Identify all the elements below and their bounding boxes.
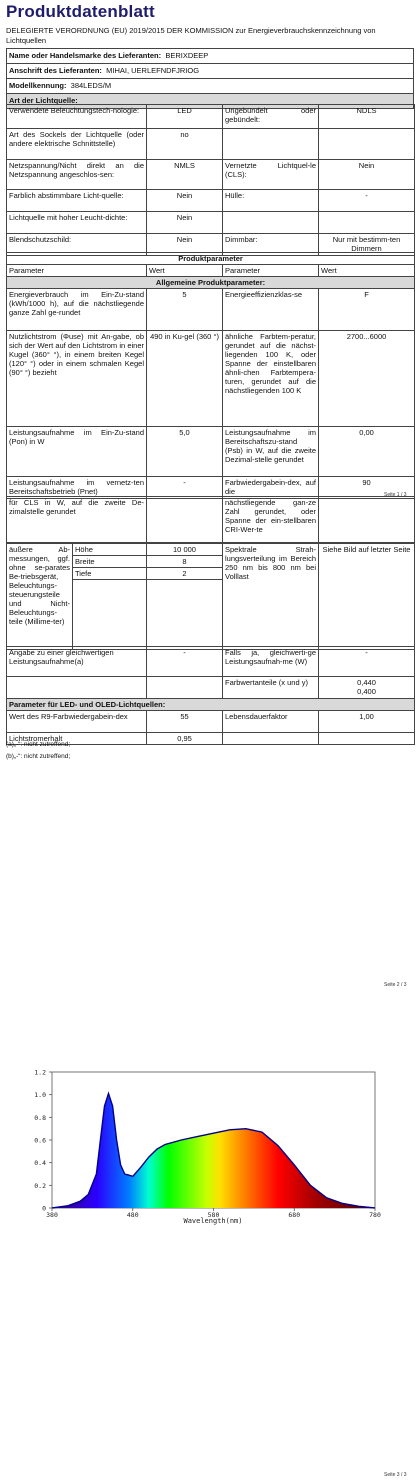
supplier-name-row — [7, 49, 413, 64]
model-value: 384LEDS/M — [70, 81, 112, 90]
lumen-maintenance-label: Lichtstromerhalt — [7, 733, 147, 745]
supplier-address-row — [7, 64, 413, 79]
param-value-right: 90 — [319, 477, 415, 499]
param-row — [7, 497, 415, 543]
y-tick-label: 1.2 — [34, 1068, 46, 1077]
type-label-right — [223, 212, 319, 234]
param-label: Leistungsaufnahme im Ein-Zu-stand (Pon) in W — [7, 427, 147, 477]
chromaticity-label: Farbwertanteile (x und y) — [223, 677, 319, 699]
dimensions-table — [6, 543, 415, 650]
y-tick-label: 0.8 — [34, 1113, 46, 1122]
equiv-power-label: Angabe zu einer gleichwertigen Leistungsaufnahme(a) — [7, 647, 147, 677]
spectrum-area — [52, 1094, 375, 1209]
page-number: Seite 2 / 3 — [384, 982, 407, 988]
param-value — [147, 497, 223, 543]
continuation-table — [6, 496, 415, 543]
type-value: Nein — [147, 190, 223, 212]
general-params-heading: Allgemeine Produktparameter: — [7, 277, 415, 289]
param-label-right: ähnliche Farbtem-peratur, gerundet auf die nächst-liegenden 100 K, oder Spanne der einstellbaren ähnli-chen Farbtempera-turen, gerundet auf die nächstliegenden 100 K — [223, 331, 319, 427]
param-row — [7, 427, 415, 477]
type-label: Lichtquelle mit hoher Leucht-dichte: — [7, 212, 147, 234]
x-tick-label: 580 — [207, 1211, 220, 1219]
param-row — [7, 677, 415, 699]
param-row — [7, 289, 415, 331]
chromaticity-value — [319, 677, 415, 699]
type-row — [7, 190, 415, 212]
type-value-right — [319, 129, 415, 160]
type-table — [6, 104, 415, 256]
col-header-wert: Wert — [319, 265, 415, 277]
spectral-label: Spektrale Strah-lungsverteilung im Bereich 250 nm bis 800 nm bei Volllast — [223, 544, 319, 650]
param-value: 490 in Ku-gel (360 °) — [147, 331, 223, 427]
equiv-power-value: - — [147, 647, 223, 677]
param-row — [7, 331, 415, 427]
chromaticity-y: 0,400 — [357, 687, 376, 696]
param-value: 5 — [147, 289, 223, 331]
product-params-heading: Produktparameter — [7, 253, 415, 265]
dimension-name: Tiefe — [73, 568, 147, 580]
param-row — [7, 711, 415, 733]
dimension-name: Höhe — [73, 544, 147, 556]
page-number: Seite 1 / 3 — [384, 492, 407, 498]
y-tick-label: 0.4 — [34, 1159, 46, 1168]
x-tick-label: 480 — [126, 1211, 139, 1219]
spectrum-chart — [0, 1060, 417, 1230]
type-row — [7, 105, 415, 129]
type-label: Verwendete Beleuchtungstech-nologie: — [7, 105, 147, 129]
param-label: Nutzlichtstrom (Φuse) mit An-gabe, ob sich der Wert auf den Lichtstrom in einer Kugel (360° °), in einem breiten Kegel (120° °) oder in einem schmalen Kegel (90° °) bezieht — [7, 331, 147, 427]
type-row — [7, 129, 415, 160]
light-source-type-heading: Art der Lichtquelle: — [7, 94, 413, 109]
dimension-value: 2 — [147, 568, 223, 580]
param-label-right: Farbwiedergabein-dex, auf die — [223, 477, 319, 499]
product-params-table — [6, 252, 415, 499]
supplier-name-label: Name oder Handelsmarke des Lieferanten: — [9, 51, 162, 60]
supplier-name-value: BERIXDEEP — [165, 51, 209, 60]
type-label: Blendschutzschild: — [7, 234, 147, 256]
equiv-power-right-label: Falls ja, gleichwerti-ge Leistungsaufnah-me (W) — [223, 647, 319, 677]
param-label-right: Energieeffizienzklas-se — [223, 289, 319, 331]
footnote-a: (a)„-“: nicht zutreffend; — [6, 741, 71, 748]
param-value-right — [319, 497, 415, 543]
type-label-right: Dimmbar: — [223, 234, 319, 256]
column-header-row — [7, 265, 415, 277]
type-value-right: NDLS — [319, 105, 415, 129]
col-header-wert: Wert — [147, 265, 223, 277]
dimension-value: 8 — [147, 556, 223, 568]
chromaticity-x: 0,440 — [357, 678, 376, 687]
r9-label: Wert des R9-Farbwiedergabein-dex — [7, 711, 147, 733]
type-label: Art des Sockels der Lichtquelle (oder andere elektrische Schnittstelle) — [7, 129, 147, 160]
y-tick-label: 1.0 — [34, 1091, 46, 1100]
regulation-text: DELEGIERTE VERORDNUNG (EU) 2019/2015 DER KOMMISSION zur Energieverbrauchskennzeichnung von Lichtquellen — [6, 26, 376, 45]
x-tick-label: 380 — [46, 1211, 58, 1219]
dimension-row — [7, 544, 415, 556]
param-label-right: Leistungsaufnahme im Bereitschaftszu-stand (Psb) in W, auf die zweite Dezimal-stelle gerundet — [223, 427, 319, 477]
param-value-right: 2700...6000 — [319, 331, 415, 427]
param-label: für CLS in W, auf die zweite De-zimalstelle gerundet — [7, 497, 147, 543]
col-header-param: Parameter — [223, 265, 319, 277]
type-value: Nein — [147, 234, 223, 256]
type-value-right: Nur mit bestimm-ten Dimmern — [319, 234, 415, 256]
type-label: Farblich abstimmbare Licht-quelle: — [7, 190, 147, 212]
dimension-value: 10 000 — [147, 544, 223, 556]
param-label: Energieverbrauch im Ein-Zu-stand (kWh/1000 h), auf die nächstliegende ganze Zahl ge-rundet — [7, 289, 147, 331]
param-value-right: 0,00 — [319, 427, 415, 477]
page-title: Produktdatenblatt — [6, 2, 155, 21]
col-header-param: Parameter — [7, 265, 147, 277]
lifetime-factor-value: 1,00 — [319, 711, 415, 733]
model-label: Modellkennung: — [9, 81, 67, 90]
type-value-right: Nein — [319, 160, 415, 190]
dimension-name: Breite — [73, 556, 147, 568]
param-value: 5,0 — [147, 427, 223, 477]
y-tick-label: 0.2 — [34, 1181, 46, 1190]
y-tick-label: 0 — [42, 1204, 46, 1213]
type-row — [7, 212, 415, 234]
lower-params-table — [6, 646, 415, 745]
type-label-right: Hülle: — [223, 190, 319, 212]
type-value: NMLS — [147, 160, 223, 190]
param-label-right: nächstliegende gan-ze Zahl gerundet, oder Spanne der ein-stellbaren CRI-Wer-te — [223, 497, 319, 543]
supplier-address-label: Anschrift des Lieferanten: — [9, 66, 102, 75]
supplier-block — [6, 48, 414, 109]
x-axis-label: Wavelength(nm) — [183, 1217, 243, 1225]
type-label-right — [223, 129, 319, 160]
param-value-right: F — [319, 289, 415, 331]
y-tick-label: 0.6 — [34, 1136, 46, 1145]
x-tick-label: 780 — [369, 1211, 381, 1219]
type-value: Nein — [147, 212, 223, 234]
param-label: Leistungsaufnahme im vernetz-ten Bereitschaftsbetrieb (Pnet) — [7, 477, 147, 499]
type-value: LED — [147, 105, 223, 129]
page-number: Seite 3 / 3 — [384, 1472, 407, 1478]
supplier-address-value: MIHAI, UERLEFNDFJRIOG — [106, 66, 200, 75]
lumen-maintenance-value: 0,95 — [147, 733, 223, 745]
led-params-heading: Parameter für LED- und OLED-Lichtquellen: — [7, 699, 415, 711]
type-value: no — [147, 129, 223, 160]
type-label-right: Ungebündelt oder gebündelt: — [223, 105, 319, 129]
param-row — [7, 647, 415, 677]
spectral-value: Siehe Bild auf letzter Seite — [319, 544, 415, 650]
x-tick-label: 680 — [288, 1211, 301, 1219]
type-value-right — [319, 212, 415, 234]
type-row — [7, 160, 415, 190]
model-row — [7, 79, 413, 94]
type-value-right: - — [319, 190, 415, 212]
param-value: - — [147, 477, 223, 499]
type-label: Netzspannung/Nicht direkt an die Netzspannung angeschlos-sen: — [7, 160, 147, 190]
r9-value: 55 — [147, 711, 223, 733]
lifetime-factor-label: Lebensdauerfaktor — [223, 711, 319, 733]
equiv-power-right-value: - — [319, 647, 415, 677]
footnote-b: (b)„-“: nicht zutreffend; — [6, 753, 71, 760]
type-label-right: Vernetzte Lichtquel-le (CLS): — [223, 160, 319, 190]
dimensions-label: äußere Ab-messungen, ggf. ohne se-parates Be-triebsgerät, Beleuchtungs-steuerungsteile und Nicht-Beleuchtungs-teile (Millime-ter) — [7, 544, 73, 650]
